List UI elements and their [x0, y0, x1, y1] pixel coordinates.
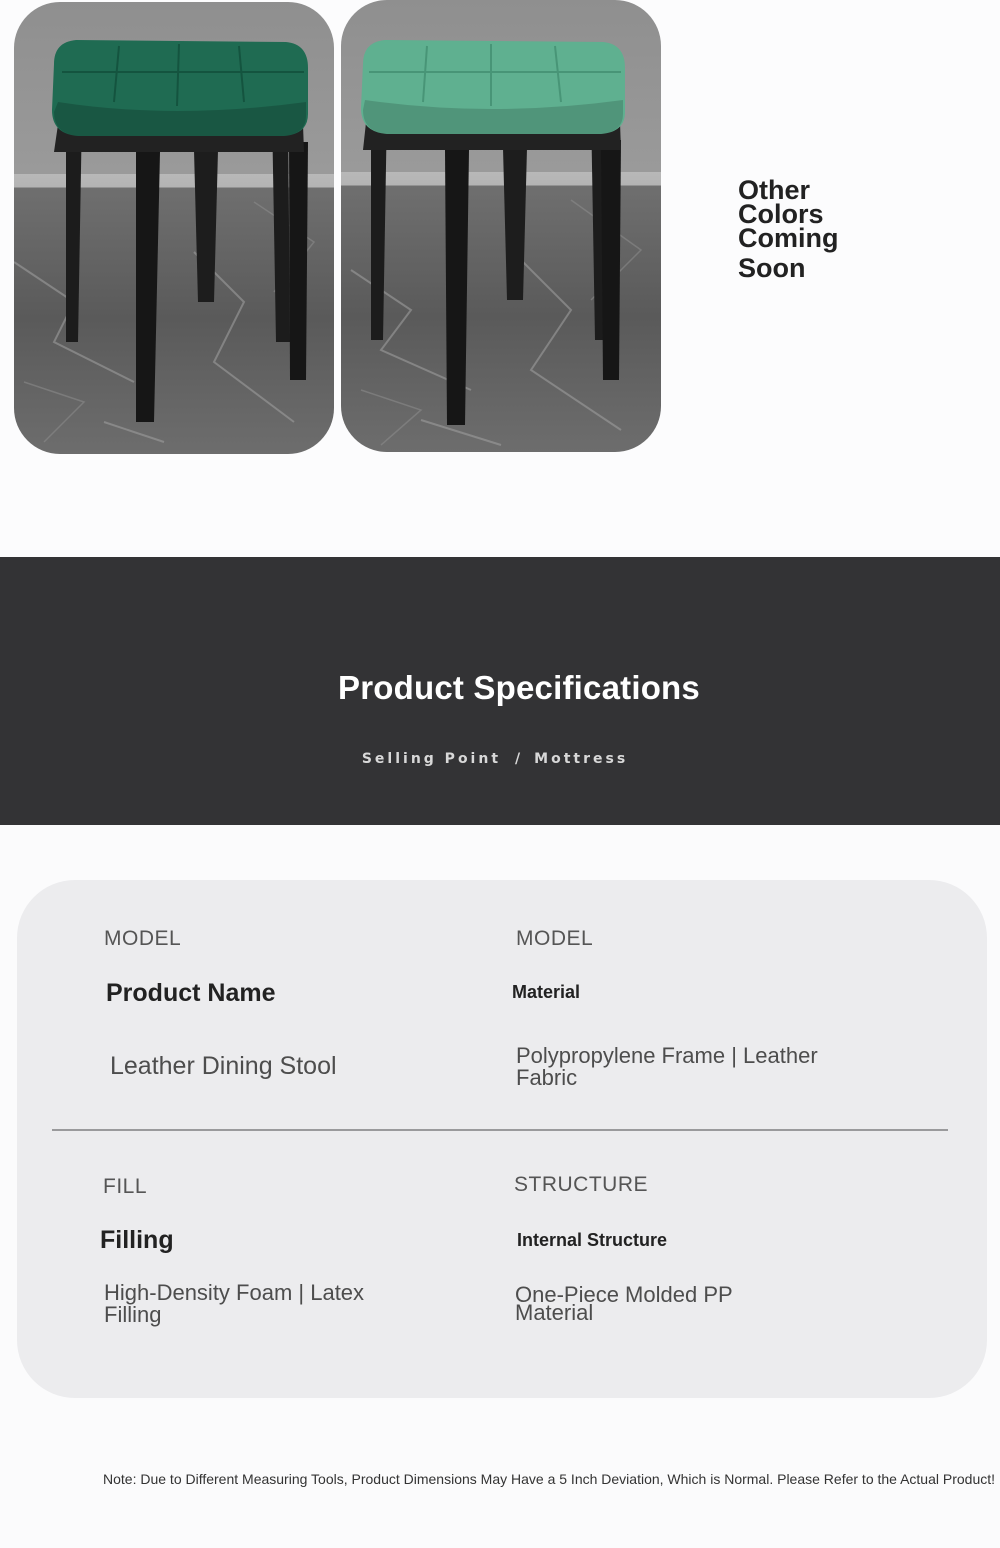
spec-value-line: Fabric: [516, 1065, 578, 1090]
spec-value-product-name: Leather Dining Stool: [110, 1052, 337, 1080]
spec-value-line: High-Density Foam | Latex: [104, 1280, 365, 1305]
coming-soon-line: Coming: [738, 223, 839, 253]
product-image-dark-green-stool: [14, 2, 334, 454]
spec-divider: [52, 1129, 948, 1131]
spec-value-line: Material: [515, 1300, 594, 1325]
spec-label-fill: FILL: [103, 1175, 148, 1198]
subtitle-mottress: Mottress: [534, 751, 629, 767]
spec-key-internal-structure: Internal Structure: [517, 1230, 668, 1250]
product-image-mint-green-stool: [341, 0, 661, 452]
subtitle-separator: /: [515, 751, 521, 767]
spec-value-line: Polypropylene Frame | Leather: [516, 1043, 818, 1068]
spec-value-line: One-Piece Molded PP: [515, 1282, 733, 1307]
coming-soon-text: [738, 175, 888, 283]
spec-label-structure: STRUCTURE: [514, 1173, 648, 1196]
coming-soon-line: Soon: [738, 253, 806, 283]
spec-key-product-name: Product Name: [106, 979, 276, 1007]
hero-section: [0, 0, 1000, 557]
section-subtitle: [0, 751, 990, 767]
coming-soon-line: Colors: [738, 199, 824, 229]
measurement-note: Note: Due to Different Measuring Tools, Product Dimensions May Have a 5 Inch Deviation, Which is Normal. Please Refer to the Actual Product!: [103, 1471, 996, 1487]
subtitle-selling-point: Selling Point: [361, 751, 502, 767]
spec-value-material: [516, 1045, 818, 1089]
spec-value-line: Filling: [104, 1302, 162, 1327]
spec-key-filling: Filling: [100, 1226, 174, 1254]
spec-label-model: MODEL: [516, 927, 594, 950]
spec-value-internal-structure: [515, 1282, 733, 1325]
spec-label-model: MODEL: [104, 927, 182, 950]
spec-key-material: Material: [512, 982, 581, 1002]
spec-value-filling: [104, 1282, 364, 1326]
coming-soon-line: Other: [738, 175, 811, 205]
specifications-header-band: [0, 557, 1000, 825]
specifications-card: [17, 880, 987, 1398]
section-title: Product Specifications: [338, 669, 700, 706]
